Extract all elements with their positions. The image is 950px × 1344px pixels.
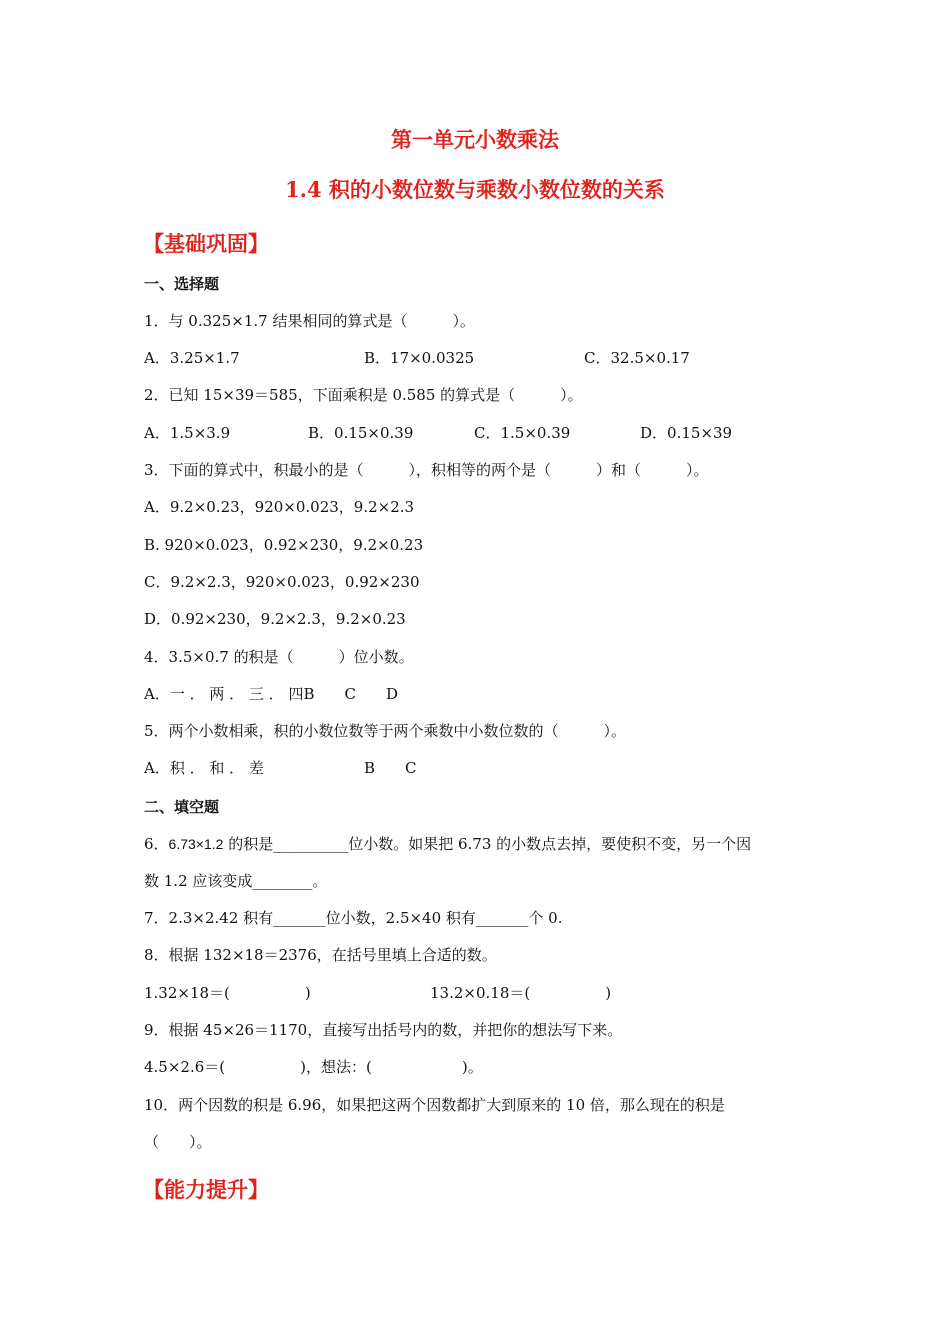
q3-option-d: D．0.92×230，9.2×2.3，9.2×0.23 (144, 610, 406, 628)
question-10-line1: 10．两个因数的积是 6.96，如果把这两个因数都扩大到原来的 10 倍，那么现在的积是 (144, 1096, 725, 1114)
q1-option-b: B．17×0.0325 (364, 349, 475, 367)
question-9: 9．根据 45×26＝1170，直接写出括号内的数，并把你的想法写下来。 (144, 1021, 623, 1039)
q5-options-a: A．积 ． 和 ． 差 (144, 759, 264, 777)
section-advanced-heading: 【能力提升】 (143, 1177, 269, 1202)
q1-option-a: A．3.25×1.7 (144, 349, 240, 367)
q6-number: 6． (144, 835, 169, 853)
section-basic-heading: 【基础巩固】 (143, 231, 269, 256)
q2-option-a: A．1.5×3.9 (144, 424, 231, 442)
q3-option-c: C．9.2×2.3，920×0.023，0.92×230 (144, 573, 420, 591)
q3-option-a: A．9.2×0.23，920×0.023，9.2×2.3 (144, 498, 415, 516)
question-2: 2．已知 15×39＝585，下面乘积是 0.585 的算式是（ ）。 (144, 386, 583, 404)
question-6-line1 (144, 833, 751, 855)
q8-blank-right: 13.2×0.18＝( ) (430, 984, 612, 1002)
question-4: 4．3.5×0.7 的积是（ ）位小数。 (144, 648, 414, 666)
question-3: 3．下面的算式中，积最小的是（ ），积相等的两个是（ ）和（ ）。 (144, 461, 709, 479)
q9-answer: 4.5×2.6＝( )，想法：( )。 (144, 1058, 483, 1076)
q3-option-b: B. 920×0.023，0.92×230，9.2×0.23 (144, 536, 424, 554)
unit-title: 第一单元小数乘法 (391, 127, 559, 152)
q2-option-d: D．0.15×39 (640, 424, 733, 442)
q6-text: 的积是__________位小数。如果把 6.73 的小数点去掉，要使积不变，另一个因 (223, 835, 752, 853)
q4-options: A．一 ． 两 ． 三 ． 四B C D (144, 685, 398, 703)
question-10-line2: （ ）。 (144, 1133, 212, 1151)
question-7: 7．2.3×2.42 积有_______位小数，2.5×40 积有_______个 0. (144, 909, 563, 927)
question-6-line2: 数 1.2 应该变成________。 (144, 872, 328, 890)
q5-options-bc: B C (364, 759, 417, 777)
q8-blank-left: 1.32×18＝( ) (144, 984, 311, 1002)
q1-option-c: C．32.5×0.17 (584, 349, 690, 367)
part-fill-heading: 二、填空题 (144, 798, 220, 816)
lesson-title: 1.4 积的小数位数与乘数小数位数的关系 (285, 177, 665, 202)
question-1: 1．与 0.325×1.7 结果相同的算式是（ ）。 (144, 312, 475, 330)
question-5: 5．两个小数相乘，积的小数位数等于两个乘数中小数位数的（ ）。 (144, 722, 627, 740)
q2-option-c: C．1.5×0.39 (474, 424, 571, 442)
q6-expression: 6.73×1.2 (168, 836, 224, 852)
q2-option-b: B．0.15×0.39 (308, 424, 414, 442)
question-8: 8．根据 132×18＝2376，在括号里填上合适的数。 (144, 946, 497, 964)
part-choice-heading: 一、选择题 (144, 275, 220, 293)
